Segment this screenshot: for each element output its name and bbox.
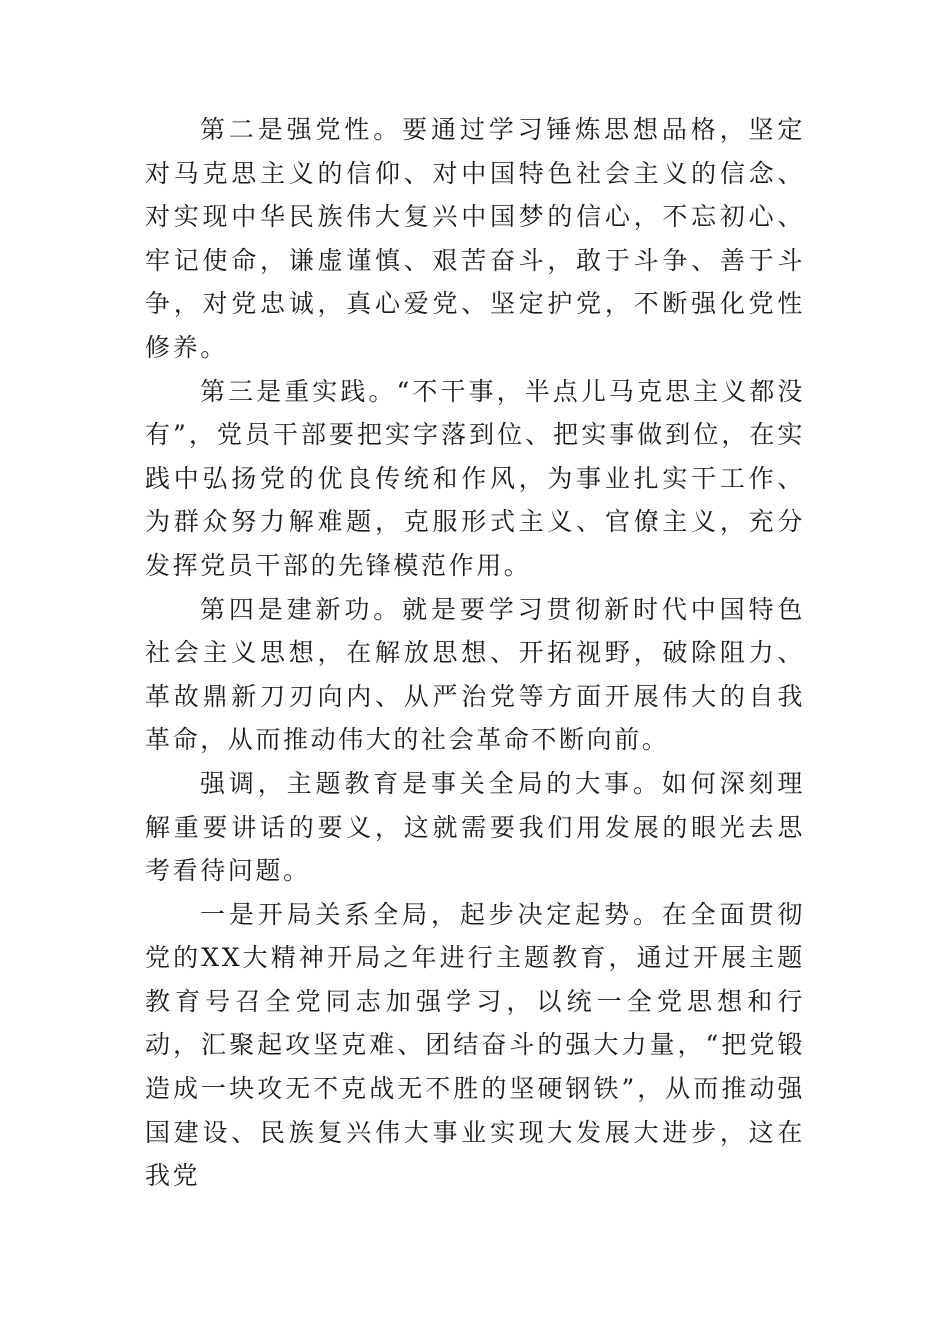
paragraph-emphasis-theme-education: 强调，主题教育是事关全局的大事。如何深刻理解重要讲话的要义，这就需要我们用发展的眼光去思考看待问题。	[145, 768, 805, 886]
paragraph-strengthen-party-spirit: 第二是强党性。要通过学习锤炼思想品格，坚定对马克思主义的信仰、对中国特色社会主义的信念、对实现中华民族伟大复兴中国梦的信心，不忘初心、牢记使命，谦虚谨慎、艰苦奋斗，敢于斗争、善于斗争，对党忠诚，真心爱党、坚定护党，不断强化党性修养。	[145, 115, 805, 362]
paragraph-build-new-merits: 第四是建新功。就是要学习贯彻新时代中国特色社会主义思想，在解放思想、开拓视野，破除阻力、革故鼎新刀刃向内、从严治党等方面开展伟大的自我革命，从而推动伟大的社会革命不断向前。	[145, 594, 805, 755]
document-body	[145, 108, 805, 1198]
paragraph-emphasize-practice: 第三是重实践。“不干事，半点儿马克思主义都没有”，党员干部要把实字落到位、把实事做到位，在实践中弘扬党的优良传统和作风，为事业扎实干工作、为群众努力解难题，克服形式主义、官僚主义，充分发挥党员干部的先锋模范作用。	[145, 376, 805, 580]
paragraph-first-point-start: 一是开局关系全局，起步决定起势。在全面贯彻党的XX大精神开局之年进行主题教育，通过开展主题教育号召全党同志加强学习，以统一全党思想和行动，汇聚起攻坚克难、团结奋斗的强大力量，“把党锻造成一块攻无不克战无不胜的坚硬钢铁”，从而推动强国建设、民族复兴伟大事业实现大发展大进步，这在我党	[145, 899, 805, 1191]
